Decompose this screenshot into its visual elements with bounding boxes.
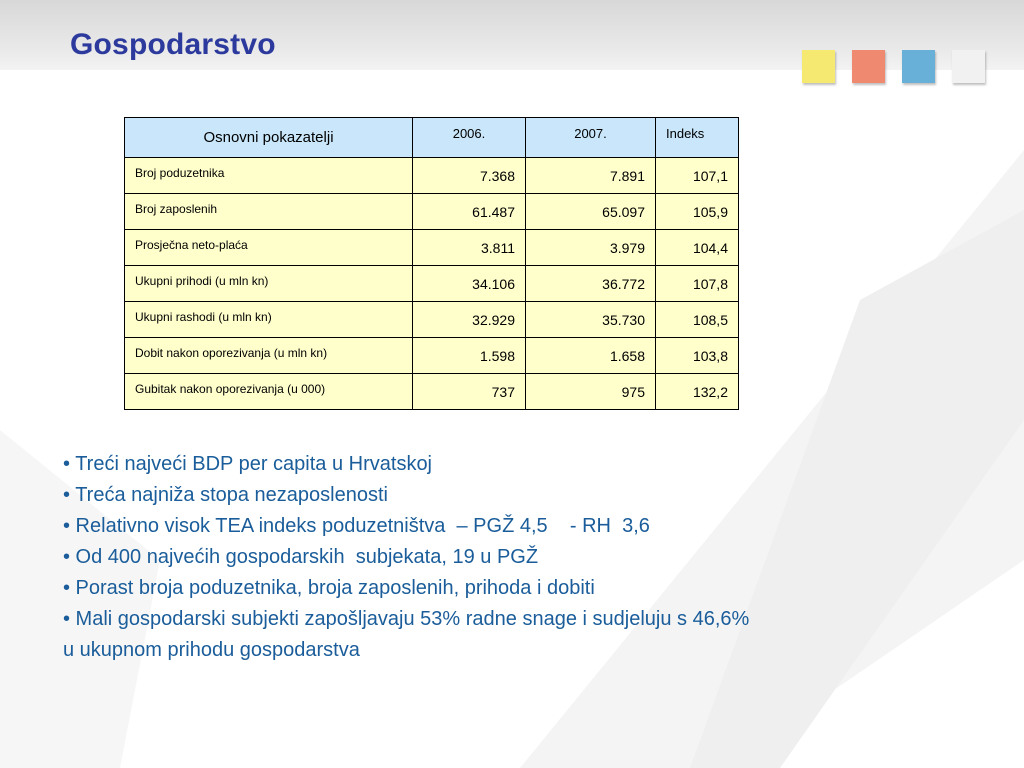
row-label: Gubitak nakon oporezivanja (u 000) xyxy=(125,374,413,410)
value-2007: 7.891 xyxy=(526,158,656,194)
value-index: 103,8 xyxy=(656,338,739,374)
table-row xyxy=(125,158,739,194)
value-2007: 35.730 xyxy=(526,302,656,338)
table-row xyxy=(125,338,739,374)
row-label: Dobit nakon oporezivanja (u mln kn) xyxy=(125,338,413,374)
bullet-item: • Od 400 najvećih gospodarskih subjekata, 19 u PGŽ xyxy=(63,546,539,568)
value-2006: 61.487 xyxy=(413,194,526,230)
value-2006: 1.598 xyxy=(413,338,526,374)
table-header-row xyxy=(125,118,739,158)
value-2007: 3.979 xyxy=(526,230,656,266)
value-index: 104,4 xyxy=(656,230,739,266)
bullet-item: u ukupnom prihodu gospodarstva xyxy=(63,639,360,661)
row-label: Broj poduzetnika xyxy=(125,158,413,194)
value-2006: 7.368 xyxy=(413,158,526,194)
value-index: 107,1 xyxy=(656,158,739,194)
yellow-square xyxy=(802,50,835,83)
bullet-item: • Relativno visok TEA indeks poduzetništva – PGŽ 4,5 - RH 3,6 xyxy=(63,515,650,537)
blue-square xyxy=(902,50,935,83)
value-2007: 65.097 xyxy=(526,194,656,230)
value-index: 107,8 xyxy=(656,266,739,302)
table-row xyxy=(125,266,739,302)
header-index: Indeks xyxy=(656,118,739,158)
header-2006: 2006. xyxy=(413,118,526,158)
bullet-item: • Mali gospodarski subjekti zapošljavaju 53% radne snage i sudjeluju s 46,6% xyxy=(63,608,750,630)
value-2007: 1.658 xyxy=(526,338,656,374)
table-row xyxy=(125,302,739,338)
value-2006: 34.106 xyxy=(413,266,526,302)
row-label: Prosječna neto-plaća xyxy=(125,230,413,266)
value-2006: 32.929 xyxy=(413,302,526,338)
bullet-item: • Treći najveći BDP per capita u Hrvatskoj xyxy=(63,453,433,475)
value-index: 132,2 xyxy=(656,374,739,410)
salmon-square xyxy=(852,50,885,83)
row-label: Ukupni prihodi (u mln kn) xyxy=(125,266,413,302)
value-2007: 36.772 xyxy=(526,266,656,302)
value-index: 108,5 xyxy=(656,302,739,338)
slide-title: Gospodarstvo xyxy=(70,28,276,61)
header-2007: 2007. xyxy=(526,118,656,158)
white-square xyxy=(952,50,985,83)
value-2006: 3.811 xyxy=(413,230,526,266)
bullet-item: • Treća najniža stopa nezaposlenosti xyxy=(63,484,388,506)
bullet-list xyxy=(63,449,963,666)
row-label: Ukupni rashodi (u mln kn) xyxy=(125,302,413,338)
header-indicators: Osnovni pokazatelji xyxy=(125,118,413,158)
bullet-item: • Porast broja poduzetnika, broja zaposlenih, prihoda i dobiti xyxy=(63,577,595,599)
row-label: Broj zaposlenih xyxy=(125,194,413,230)
indicators-table xyxy=(124,117,739,410)
table-row xyxy=(125,194,739,230)
value-index: 105,9 xyxy=(656,194,739,230)
value-2007: 975 xyxy=(526,374,656,410)
value-2006: 737 xyxy=(413,374,526,410)
table-row xyxy=(125,374,739,410)
table-row xyxy=(125,230,739,266)
